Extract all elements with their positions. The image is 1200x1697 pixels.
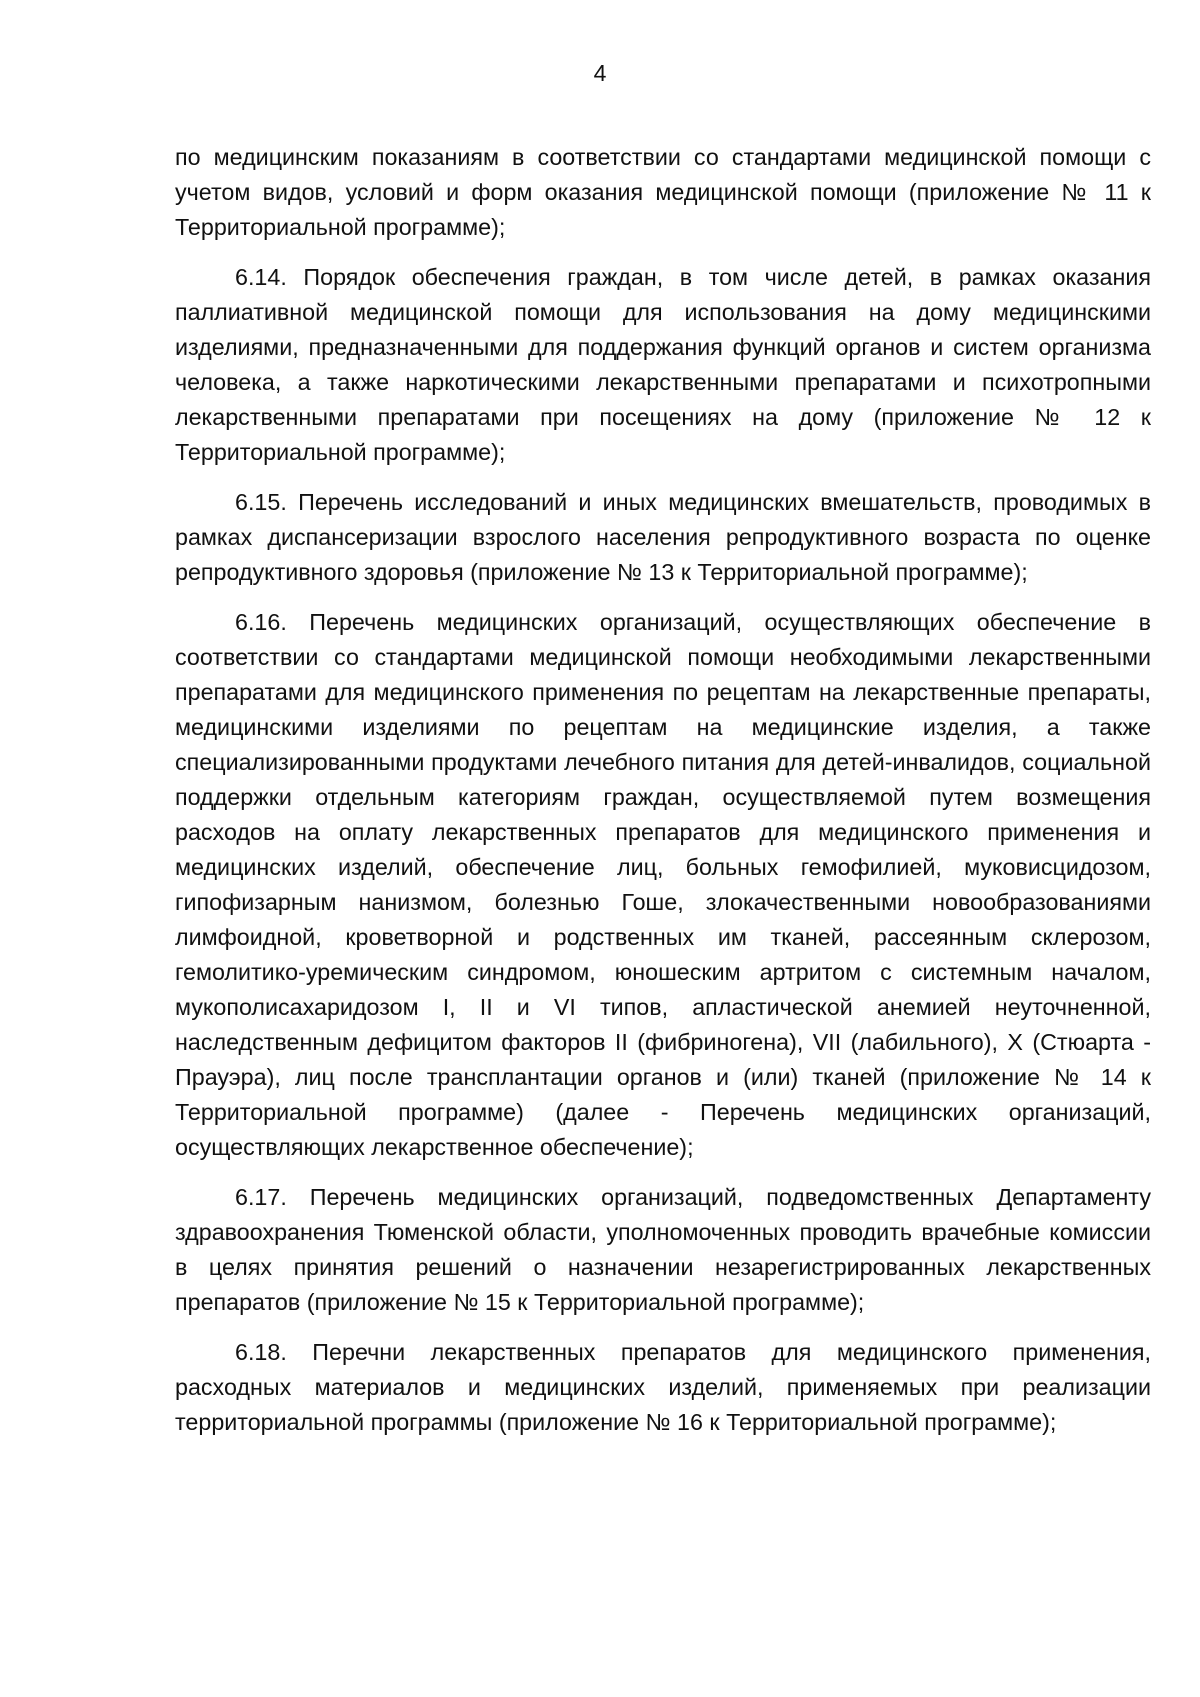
document-body: [175, 140, 1151, 1455]
paragraph-6-14: 6.14. Порядок обеспечения граждан, в том числе детей, в рамках оказания паллиативной медицинской помощи для использования на дому медицинскими изделиями, предназначенными для поддержания функций органов и систем организма человека, а также наркотическими лекарственными препаратами и психотропными лекарственными препаратами при посещениях на дому (приложение № 12 к Территориальной программе);: [175, 264, 1151, 465]
paragraph-continuation: по медицинским показаниям в соответствии со стандартами медицинской помощи с учетом видов, условий и форм оказания медицинской помощи (приложение № 11 к Территориальной программе);: [175, 144, 1151, 240]
paragraph-6-17: 6.17. Перечень медицинских организаций, подведомственных Департаменту здравоохранения Тюменской области, уполномоченных проводить врачебные комиссии в целях принятия решений о назначении незарегистрированных лекарственных препаратов (приложение № 15 к Территориальной программе);: [175, 1184, 1151, 1315]
page-number: 4: [593, 60, 607, 86]
paragraph-6-18: 6.18. Перечни лекарственных препаратов для медицинского применения, расходных материалов и медицинских изделий, применяемых при реализации территориальной программы (приложение № 16 к Территориальной программе);: [175, 1339, 1151, 1435]
paragraph-6-16: 6.16. Перечень медицинских организаций, осуществляющих обеспечение в соответствии со стандартами медицинской помощи необходимыми лекарственными препаратами для медицинского применения по рецептам на лекарственные препараты, медицинскими изделиями по рецептам на медицинские изделия, а также специализированными продуктами лечебного питания для детей-инвалидов, социальной поддержки отдельным категориям граждан, осуществляемой путем возмещения расходов на оплату лекарственных препаратов для медицинского применения и медицинских изделий, обеспечение лиц, больных гемофилией, муковисцидозом, гипофизарным нанизмом, болезнью Гоше, злокачественными новообразованиями лимфоидной, кроветворной и родственных им тканей, рассеянным склерозом, гемолитико-уремическим синдромом, юношеским артритом с системным началом, мукополисахаридозом I, II и VI типов, апластической анемией неуточненной, наследственным дефицитом факторов II (фибриногена), VII (лабильного), X (Стюарта - Прауэра), лиц после трансплантации органов и (или) тканей (приложение № 14 к Территориальной программе) (далее - Перечень медицинских организаций, осуществляющих лекарственное обеспечение);: [175, 609, 1151, 1160]
paragraph-6-15: 6.15. Перечень исследований и иных медицинских вмешательств, проводимых в рамках диспансеризации взрослого населения репродуктивного возраста по оценке репродуктивного здоровья (приложение № 13 к Территориальной программе);: [175, 489, 1151, 585]
